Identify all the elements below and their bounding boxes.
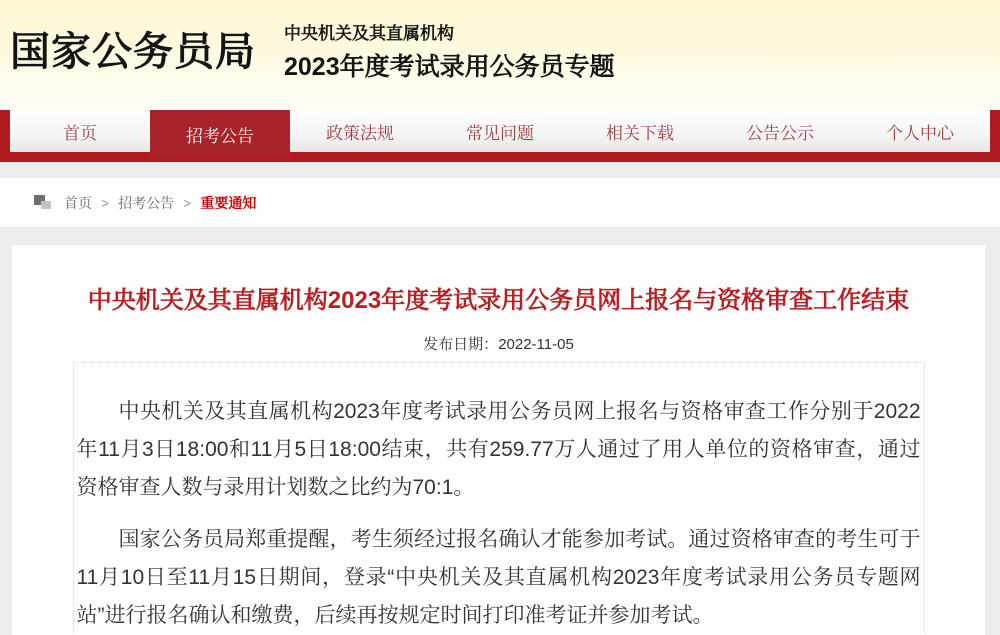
site-subtitle-line2: 2023年度考试录用公务员专题 bbox=[284, 52, 615, 81]
article-card bbox=[12, 245, 985, 635]
site-header bbox=[0, 0, 1000, 110]
article-paragraph-2: 国家公务员局郑重提醒，考生须经过报名确认才能参加考试。通过资格审查的考生可于11月10日至11月15日期间，登录“中央机关及其直属机构2023年度考试录用公务员专题网站”进行报名确认和缴费，后续再按规定时间打印准考证并参加考试。 bbox=[76, 528, 921, 627]
tab-policies[interactable]: 政策法规 bbox=[326, 123, 394, 143]
breadcrumb-home[interactable]: 首页 bbox=[64, 194, 92, 211]
tab-home[interactable]: 首页 bbox=[63, 123, 97, 143]
site-subtitle-line1: 中央机关及其直属机构 bbox=[284, 24, 454, 44]
breadcrumb-current-page: 重要通知 bbox=[200, 194, 257, 211]
article-content-box bbox=[73, 362, 925, 635]
tab-recruitment-announcements[interactable]: 招考公告 bbox=[150, 110, 290, 158]
tab-downloads[interactable]: 相关下载 bbox=[606, 123, 674, 143]
nav-tab-strip bbox=[10, 110, 990, 152]
publish-date-value: 2022-11-05 bbox=[498, 336, 574, 353]
article-title: 中央机关及其直属机构2023年度考试录用公务员网上报名与资格审查工作结束 bbox=[87, 287, 910, 314]
site-logo-text: 国家公务员局 bbox=[10, 30, 256, 74]
breadcrumb-announcements[interactable]: 招考公告 bbox=[118, 194, 175, 211]
tab-personal-center[interactable]: 个人中心 bbox=[886, 123, 954, 143]
breadcrumb-separator: > bbox=[183, 194, 192, 211]
location-icon bbox=[34, 195, 52, 210]
publish-date bbox=[12, 333, 985, 354]
article-paragraph-1: 中央机关及其直属机构2023年度考试录用公务员网上报名与资格审查工作分别于2022年11月3日18:00和11月5日18:00结束，共有259.77万人通过了用人单位的资格审查，通过资格审查人数与录用计划数之比约为70:1。 bbox=[76, 400, 921, 499]
tab-faq[interactable]: 常见问题 bbox=[466, 123, 534, 143]
breadcrumb-separator: > bbox=[101, 194, 110, 211]
publish-date-label: 发布日期： bbox=[423, 336, 499, 353]
site-subtitle-block bbox=[284, 24, 615, 85]
main-nav bbox=[0, 110, 1000, 162]
tab-public-notices[interactable]: 公告公示 bbox=[746, 123, 814, 143]
breadcrumb bbox=[0, 178, 1000, 227]
